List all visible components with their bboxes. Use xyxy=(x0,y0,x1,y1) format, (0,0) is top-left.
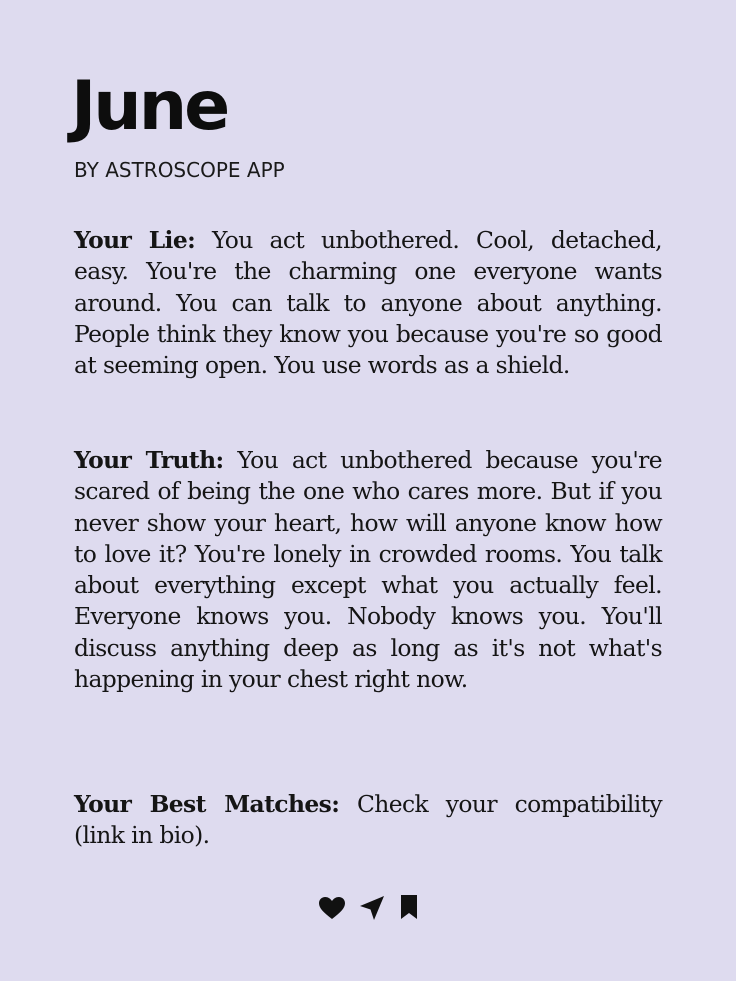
page-title: June xyxy=(71,67,228,146)
post-card xyxy=(71,0,663,981)
section-label: Your Truth: xyxy=(74,446,224,474)
section-text: Check your compatibility (link in bio). xyxy=(74,790,662,850)
section-text: You act unbothered. Cool, detached, easy. You're the charming one everyone wants around. You can talk to anyone about anything. People think they know you because you're so good at seeming open. You use words as a shield. xyxy=(74,226,663,380)
section-text: You act unbothered because you're scared of being the one who cares more. But if you never show your heart, how will anyone know how to love it? You're lonely in crowded rooms. You talk about everything except what you actually feel. Everyone knows you. Nobody knows you. You'll discuss anything deep as long as it's not what's happening in your chest right now. xyxy=(74,446,662,694)
section-label: Your Lie: xyxy=(74,226,196,254)
send-icon[interactable] xyxy=(359,895,385,921)
bookmark-icon[interactable] xyxy=(399,894,419,920)
section-your-lie xyxy=(74,225,662,381)
action-bar xyxy=(318,893,422,923)
heart-icon[interactable] xyxy=(318,896,346,920)
section-your-truth xyxy=(74,445,662,695)
byline: BY ASTROSCOPE APP xyxy=(74,158,285,182)
section-best-matches xyxy=(74,789,662,852)
section-label: Your Best Matches: xyxy=(74,790,340,818)
